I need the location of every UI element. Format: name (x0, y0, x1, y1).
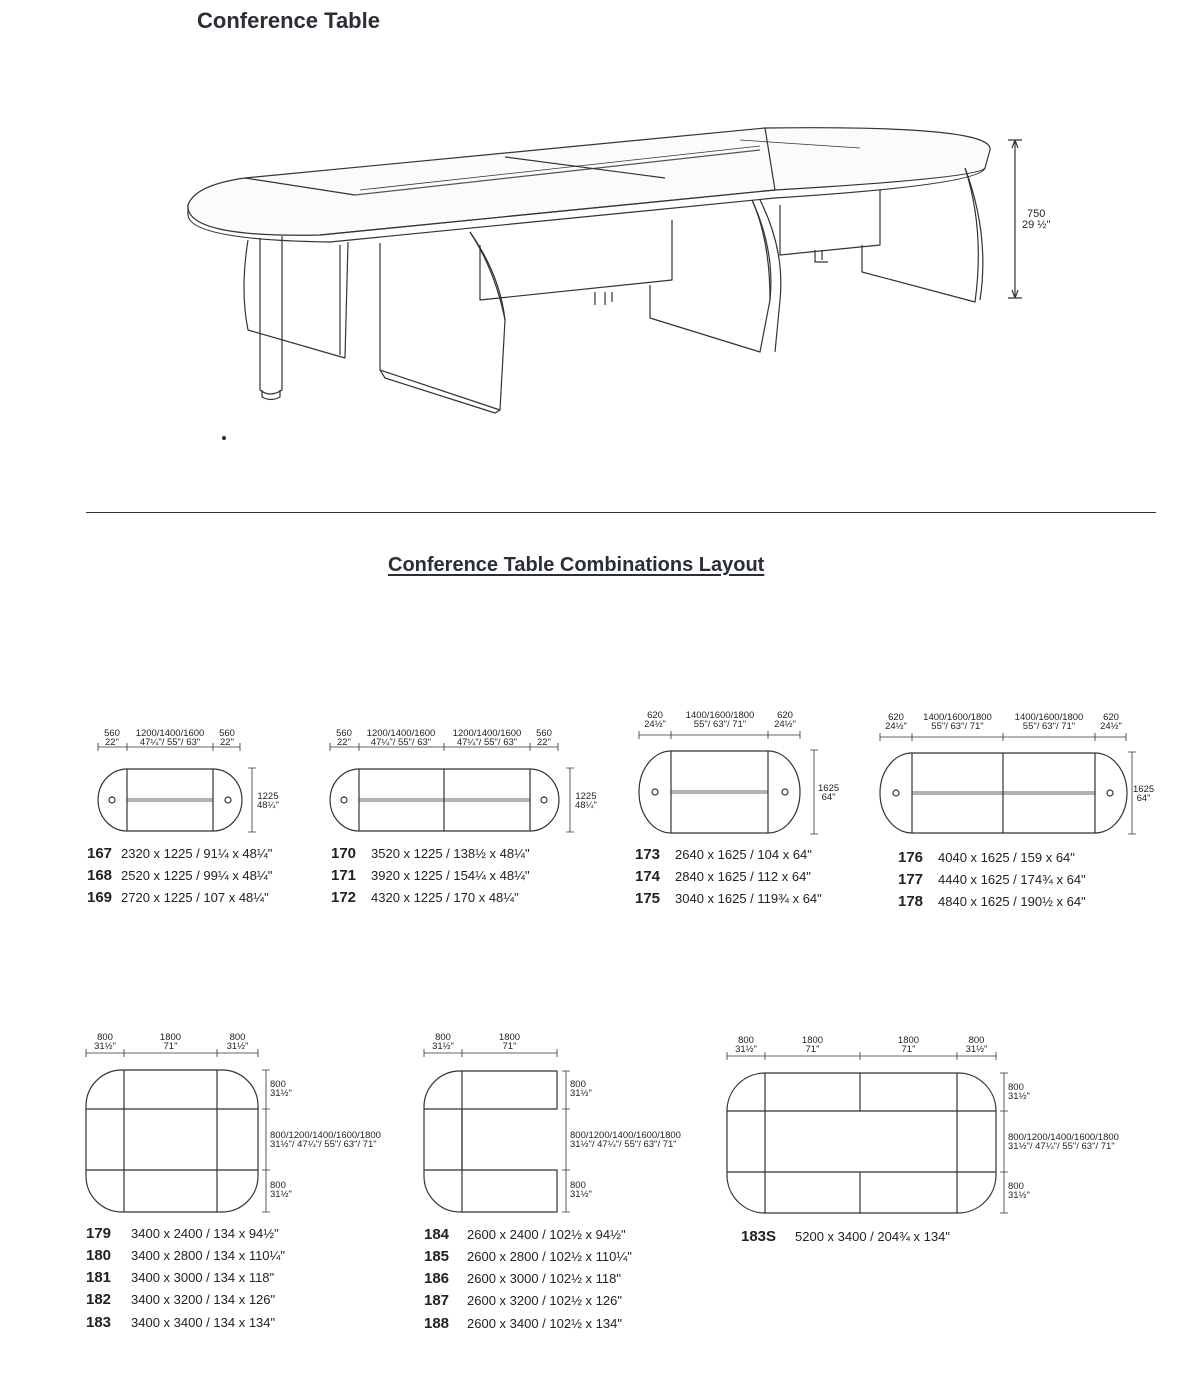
dim-label: 1225 48¼" (257, 791, 279, 811)
spec-row: 177 4440 x 1625 / 174¾ x 64" (898, 871, 1086, 888)
layout-184 (424, 1049, 570, 1212)
dim-label: 800 31½" (1008, 1082, 1030, 1102)
dim-label: 620 24½" (644, 710, 666, 730)
dim-label: 800/1200/1400/1600/1800 31½"/ 47¼"/ 55"/ 63"/ 71" (1008, 1132, 1119, 1152)
dim-label: 800 31½" (570, 1180, 592, 1200)
spec-row: 178 4840 x 1625 / 190½ x 64" (898, 893, 1086, 910)
dim-label: 1625 64" (818, 783, 840, 803)
dim-label: 560 22" (104, 728, 120, 748)
dim-label: 1200/1400/1600 47¼"/ 55"/ 63" (135, 728, 205, 748)
dim-label: 1400/1600/1800 55"/ 63"/ 71" (1014, 712, 1084, 732)
dim-label: 800 31½" (965, 1035, 988, 1055)
spec-row: 169 2720 x 1225 / 107 x 48¼" (87, 889, 269, 906)
layout-170 (330, 743, 574, 832)
page-title: Conference Table (197, 8, 380, 33)
dim-label: 620 24½" (885, 712, 907, 732)
dim-label: 620 24½" (774, 710, 796, 730)
spec-row: 184 2600 x 2400 / 102½ x 94½" (424, 1226, 626, 1243)
dim-label: 800 31½" (94, 1032, 116, 1052)
dim-label: 620 24½" (1100, 712, 1122, 732)
dim-label: 800 31½" (1008, 1181, 1030, 1201)
height-in: 29 ½" (1022, 219, 1051, 231)
spec-row: 183 3400 x 3400 / 134 x 134" (86, 1314, 276, 1331)
dim-label: 560 22" (219, 728, 235, 748)
dim-label: 560 22" (536, 728, 552, 748)
spec-row: 173 2640 x 1625 / 104 x 64" (635, 846, 812, 863)
dim-label: 1200/1400/1600 47¼"/ 55"/ 63" (452, 728, 522, 748)
dim-label: 800 31½" (735, 1035, 757, 1055)
spec-row: 183S 5200 x 3400 / 204¾ x 134" (741, 1228, 950, 1245)
spec-row: 182 3400 x 3200 / 134 x 126" (86, 1291, 276, 1308)
section-title: Conference Table Combinations Layout (388, 554, 765, 576)
dim-label: 1625 64" (1133, 784, 1155, 804)
spec-row: 181 3400 x 3000 / 134 x 118" (86, 1269, 275, 1286)
dim-label: 800 31½" (432, 1032, 454, 1052)
spec-row: 188 2600 x 3400 / 102½ x 134" (424, 1315, 622, 1332)
spec-row: 187 2600 x 3200 / 102½ x 126" (424, 1292, 622, 1309)
spec-row: 167 2320 x 1225 / 91¼ x 48¼" (87, 845, 273, 862)
spec-row: 175 3040 x 1625 / 119¾ x 64" (635, 890, 822, 907)
layout-179 (86, 1049, 270, 1212)
spec-row: 179 3400 x 2400 / 134 x 94½" (86, 1225, 279, 1242)
dim-label: 800 31½" (270, 1079, 292, 1099)
dim-label: 800 31½" (270, 1180, 292, 1200)
spec-row: 170 3520 x 1225 / 138½ x 48¼" (331, 845, 530, 862)
dim-label: 1800 71" (498, 1032, 521, 1052)
layout-173 (639, 731, 818, 834)
dim-label: 1800 71" (801, 1035, 824, 1055)
dim-label: 800/1200/1400/1600/1800 31½"/ 47¼"/ 55"/ 63"/ 71" (570, 1130, 681, 1150)
dim-label: 1800 71" (159, 1032, 182, 1052)
dim-label: 560 22" (336, 728, 352, 748)
layout-167 (98, 743, 256, 832)
spec-row: 185 2600 x 2800 / 102½ x 110¼" (424, 1248, 632, 1265)
spec-row: 176 4040 x 1625 / 159 x 64" (898, 849, 1075, 866)
layout-176 (880, 733, 1136, 834)
dim-label: 800 31½" (570, 1079, 592, 1099)
dim-label: 1225 48¼" (575, 791, 597, 811)
spec-row: 180 3400 x 2800 / 134 x 110¼" (86, 1247, 285, 1264)
spec-row: 171 3920 x 1225 / 154¼ x 48¼" (331, 867, 530, 884)
spec-row: 186 2600 x 3000 / 102½ x 118" (424, 1270, 621, 1287)
dim-label: 800/1200/1400/1600/1800 31½"/ 47¼"/ 55"/ 63"/ 71" (270, 1130, 381, 1150)
layout-183s (727, 1052, 1008, 1213)
spec-row: 172 4320 x 1225 / 170 x 48¼" (331, 889, 519, 906)
height-mm: 750 (1027, 208, 1046, 220)
dim-label: 1400/1600/1800 55"/ 63"/ 71" (923, 712, 992, 732)
dim-label: 1400/1600/1800 55"/ 63"/ 71" (685, 710, 755, 730)
dim-label: 800 31½" (226, 1032, 249, 1052)
spec-row: 174 2840 x 1625 / 112 x 64" (635, 868, 811, 885)
spec-row: 168 2520 x 1225 / 99¼ x 48¼" (87, 867, 273, 884)
dim-label: 1800 71" (897, 1035, 920, 1055)
dim-label: 1200/1400/1600 47¼"/ 55"/ 63" (366, 728, 436, 748)
